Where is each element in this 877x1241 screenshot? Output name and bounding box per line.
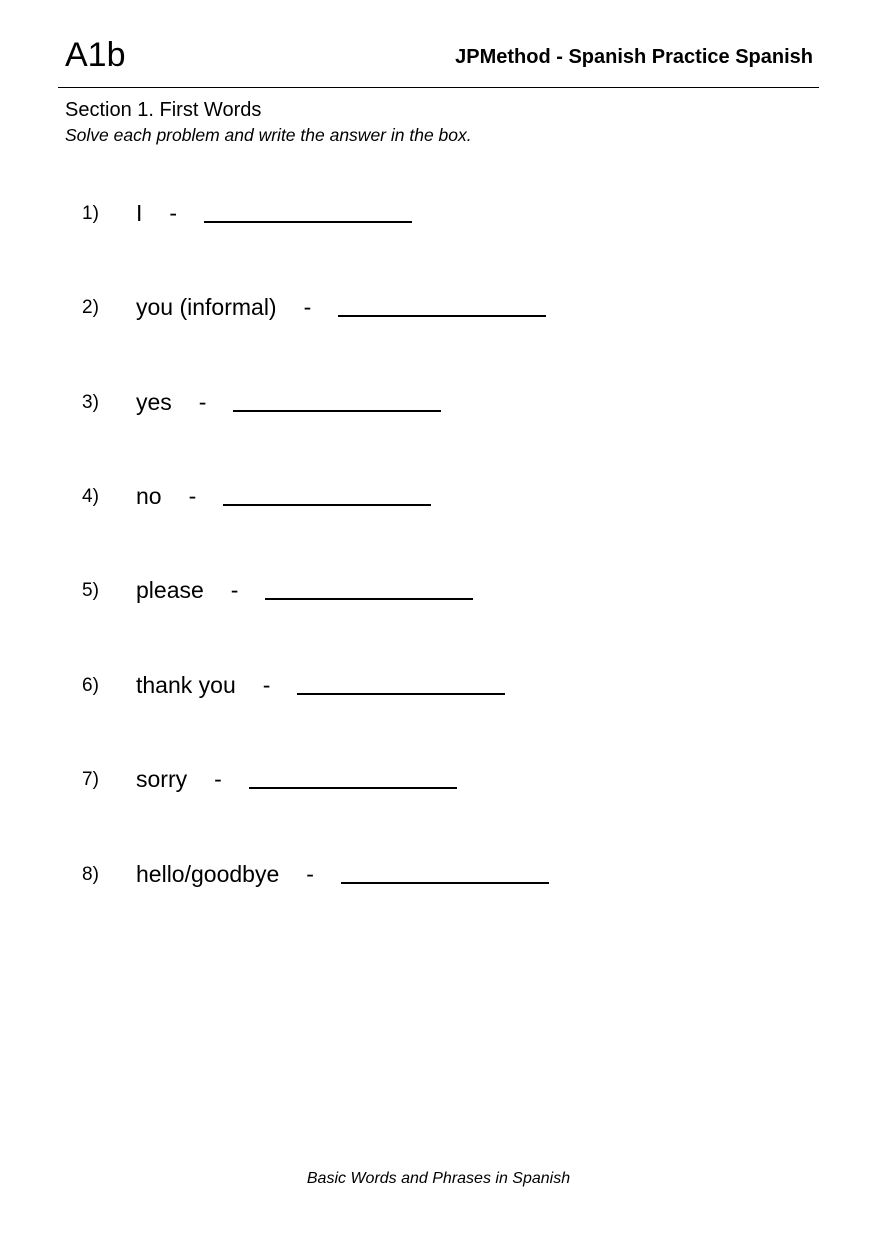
problem-dash: - xyxy=(198,388,207,415)
problem-term: please xyxy=(136,576,204,603)
problem-number: 1) xyxy=(82,202,99,224)
answer-blank[interactable] xyxy=(233,410,441,412)
problem-dash: - xyxy=(169,199,178,226)
problem-number: 5) xyxy=(82,579,99,601)
answer-blank[interactable] xyxy=(297,693,505,695)
problem-term: thank you xyxy=(136,671,236,698)
problem-term: sorry xyxy=(136,765,188,792)
problem-term: hello/goodbye xyxy=(136,860,280,887)
answer-blank[interactable] xyxy=(204,221,412,223)
problem-number: 2) xyxy=(82,296,99,318)
problem-number: 4) xyxy=(82,485,99,507)
problem-number: 8) xyxy=(82,863,99,885)
page-footer: Basic Words and Phrases in Spanish xyxy=(306,1170,571,1187)
answer-blank[interactable] xyxy=(265,598,473,600)
section-instructions: Solve each problem and write the answer in the box. xyxy=(65,125,472,145)
answer-blank[interactable] xyxy=(338,315,546,317)
answer-blank[interactable] xyxy=(223,504,431,506)
level-code: A1b xyxy=(65,36,126,74)
problem-number: 3) xyxy=(82,391,99,413)
answer-blank[interactable] xyxy=(341,882,549,884)
problem-dash: - xyxy=(306,860,314,887)
problem-dash: - xyxy=(188,482,197,509)
problem-dash: - xyxy=(214,765,222,792)
answer-blank[interactable] xyxy=(249,787,457,789)
worksheet-brand: JPMethod - Spanish Practice Spanish xyxy=(455,46,813,68)
page-header xyxy=(58,30,819,88)
problem-term: yes xyxy=(136,388,172,415)
problem-number: 7) xyxy=(82,768,99,790)
problem-term: no xyxy=(136,482,162,509)
problem-dash: - xyxy=(303,293,312,320)
problem-number: 6) xyxy=(82,674,99,696)
section-title: Section 1. First Words xyxy=(65,99,262,121)
problem-term: you (informal) xyxy=(136,293,277,320)
problem-dash: - xyxy=(230,576,239,603)
problem-term: I xyxy=(136,199,143,226)
problem-dash: - xyxy=(262,671,271,698)
